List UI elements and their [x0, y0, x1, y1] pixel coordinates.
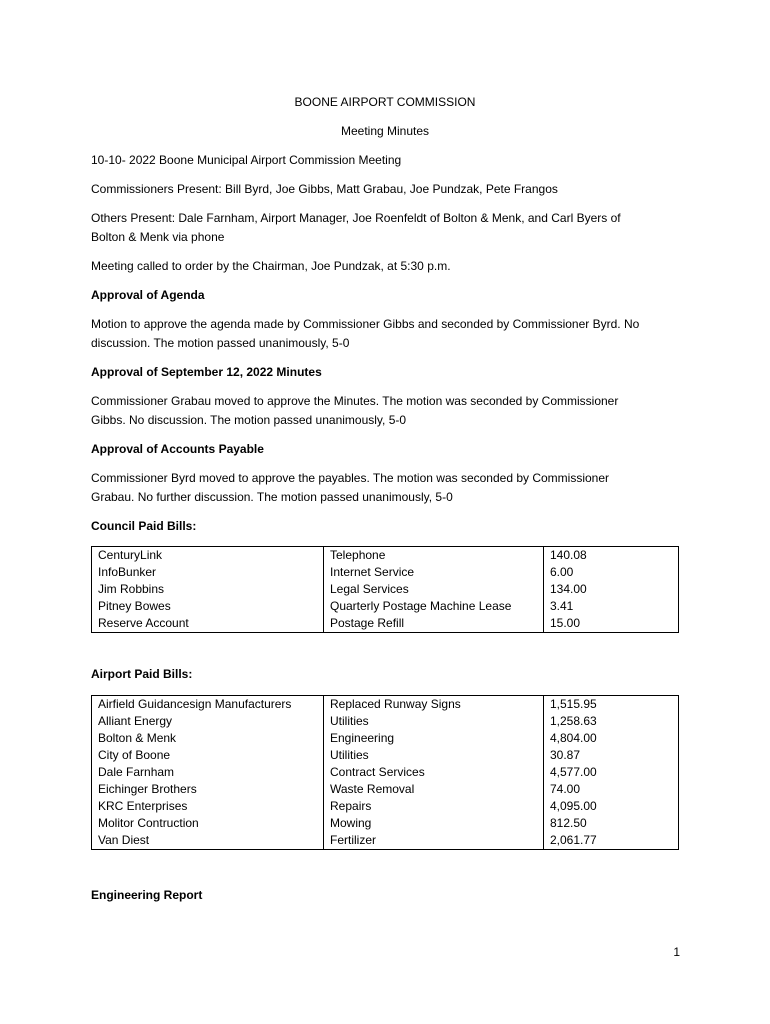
description-cell: Telephone: [324, 547, 544, 565]
table-row: [92, 764, 679, 781]
table-row: [92, 598, 679, 615]
table-row: [92, 615, 679, 633]
amount-cell: 134.00: [544, 581, 679, 598]
council-bills-heading: Council Paid Bills:: [91, 519, 197, 533]
vendor-cell: Van Diest: [92, 832, 324, 850]
table-row: [92, 713, 679, 730]
amount-cell: 6.00: [544, 564, 679, 581]
payables-heading: Approval of Accounts Payable: [91, 442, 264, 456]
table-row: [92, 581, 679, 598]
commissioners-present: Commissioners Present: Bill Byrd, Joe Gibbs, Matt Grabau, Joe Pundzak, Pete Frangos: [91, 182, 558, 196]
description-cell: Contract Services: [324, 764, 544, 781]
document-subtitle: Meeting Minutes: [340, 124, 430, 138]
vendor-cell: CenturyLink: [92, 547, 324, 565]
table-row: [92, 564, 679, 581]
amount-cell: 4,804.00: [544, 730, 679, 747]
called-to-order: Meeting called to order by the Chairman, Joe Pundzak, at 5:30 p.m.: [91, 259, 451, 273]
description-cell: Replaced Runway Signs: [324, 696, 544, 714]
engineering-report-heading: Engineering Report: [91, 888, 203, 902]
payables-text-line-1: Commissioner Byrd moved to approve the payables. The motion was seconded by Commissioner: [91, 471, 610, 485]
vendor-cell: KRC Enterprises: [92, 798, 324, 815]
amount-cell: 1,258.63: [544, 713, 679, 730]
description-cell: Utilities: [324, 747, 544, 764]
table-row: [92, 781, 679, 798]
amount-cell: 140.08: [544, 547, 679, 565]
vendor-cell: Pitney Bowes: [92, 598, 324, 615]
page-number: 1: [673, 945, 680, 959]
vendor-cell: Jim Robbins: [92, 581, 324, 598]
vendor-cell: Bolton & Menk: [92, 730, 324, 747]
description-cell: Fertilizer: [324, 832, 544, 850]
council-bills-table: [91, 546, 679, 633]
table-row: [92, 747, 679, 764]
description-cell: Engineering: [324, 730, 544, 747]
table-row: [92, 730, 679, 747]
description-cell: Legal Services: [324, 581, 544, 598]
amount-cell: 1,515.95: [544, 696, 679, 714]
table-row: [92, 696, 679, 714]
table-row: [92, 832, 679, 850]
amount-cell: 4,095.00: [544, 798, 679, 815]
vendor-cell: Molitor Contruction: [92, 815, 324, 832]
description-cell: Waste Removal: [324, 781, 544, 798]
description-cell: Internet Service: [324, 564, 544, 581]
table-row: [92, 547, 679, 565]
others-present-line-2: Bolton & Menk via phone: [91, 230, 225, 244]
vendor-cell: City of Boone: [92, 747, 324, 764]
vendor-cell: Dale Farnham: [92, 764, 324, 781]
airport-bills-heading: Airport Paid Bills:: [91, 667, 193, 681]
vendor-cell: Reserve Account: [92, 615, 324, 633]
vendor-cell: Eichinger Brothers: [92, 781, 324, 798]
agenda-text-line-1: Motion to approve the agenda made by Commissioner Gibbs and seconded by Commissioner Byrd. No: [91, 317, 640, 331]
vendor-cell: InfoBunker: [92, 564, 324, 581]
description-cell: Quarterly Postage Machine Lease: [324, 598, 544, 615]
amount-cell: 30.87: [544, 747, 679, 764]
agenda-text-line-2: discussion. The motion passed unanimously, 5-0: [91, 336, 350, 350]
minutes-text-line-1: Commissioner Grabau moved to approve the Minutes. The motion was seconded by Commissioner: [91, 394, 619, 408]
amount-cell: 812.50: [544, 815, 679, 832]
description-cell: Postage Refill: [324, 615, 544, 633]
vendor-cell: Airfield Guidancesign Manufacturers: [92, 696, 324, 714]
amount-cell: 3.41: [544, 598, 679, 615]
description-cell: Utilities: [324, 713, 544, 730]
meeting-date-line: 10-10- 2022 Boone Municipal Airport Commission Meeting: [91, 153, 402, 167]
vendor-cell: Alliant Energy: [92, 713, 324, 730]
minutes-heading: Approval of September 12, 2022 Minutes: [91, 365, 322, 379]
payables-text-line-2: Grabau. No further discussion. The motion passed unanimously, 5-0: [91, 490, 453, 504]
amount-cell: 74.00: [544, 781, 679, 798]
agenda-heading: Approval of Agenda: [91, 288, 205, 302]
description-cell: Mowing: [324, 815, 544, 832]
description-cell: Repairs: [324, 798, 544, 815]
others-present-line-1: Others Present: Dale Farnham, Airport Manager, Joe Roenfeldt of Bolton & Menk, and Carl Byers of: [91, 211, 621, 225]
document-title: BOONE AIRPORT COMMISSION: [294, 95, 476, 109]
minutes-text-line-2: Gibbs. No discussion. The motion passed unanimously, 5-0: [91, 413, 407, 427]
airport-bills-table: [91, 695, 679, 850]
amount-cell: 4,577.00: [544, 764, 679, 781]
table-row: [92, 815, 679, 832]
amount-cell: 2,061.77: [544, 832, 679, 850]
amount-cell: 15.00: [544, 615, 679, 633]
table-row: [92, 798, 679, 815]
